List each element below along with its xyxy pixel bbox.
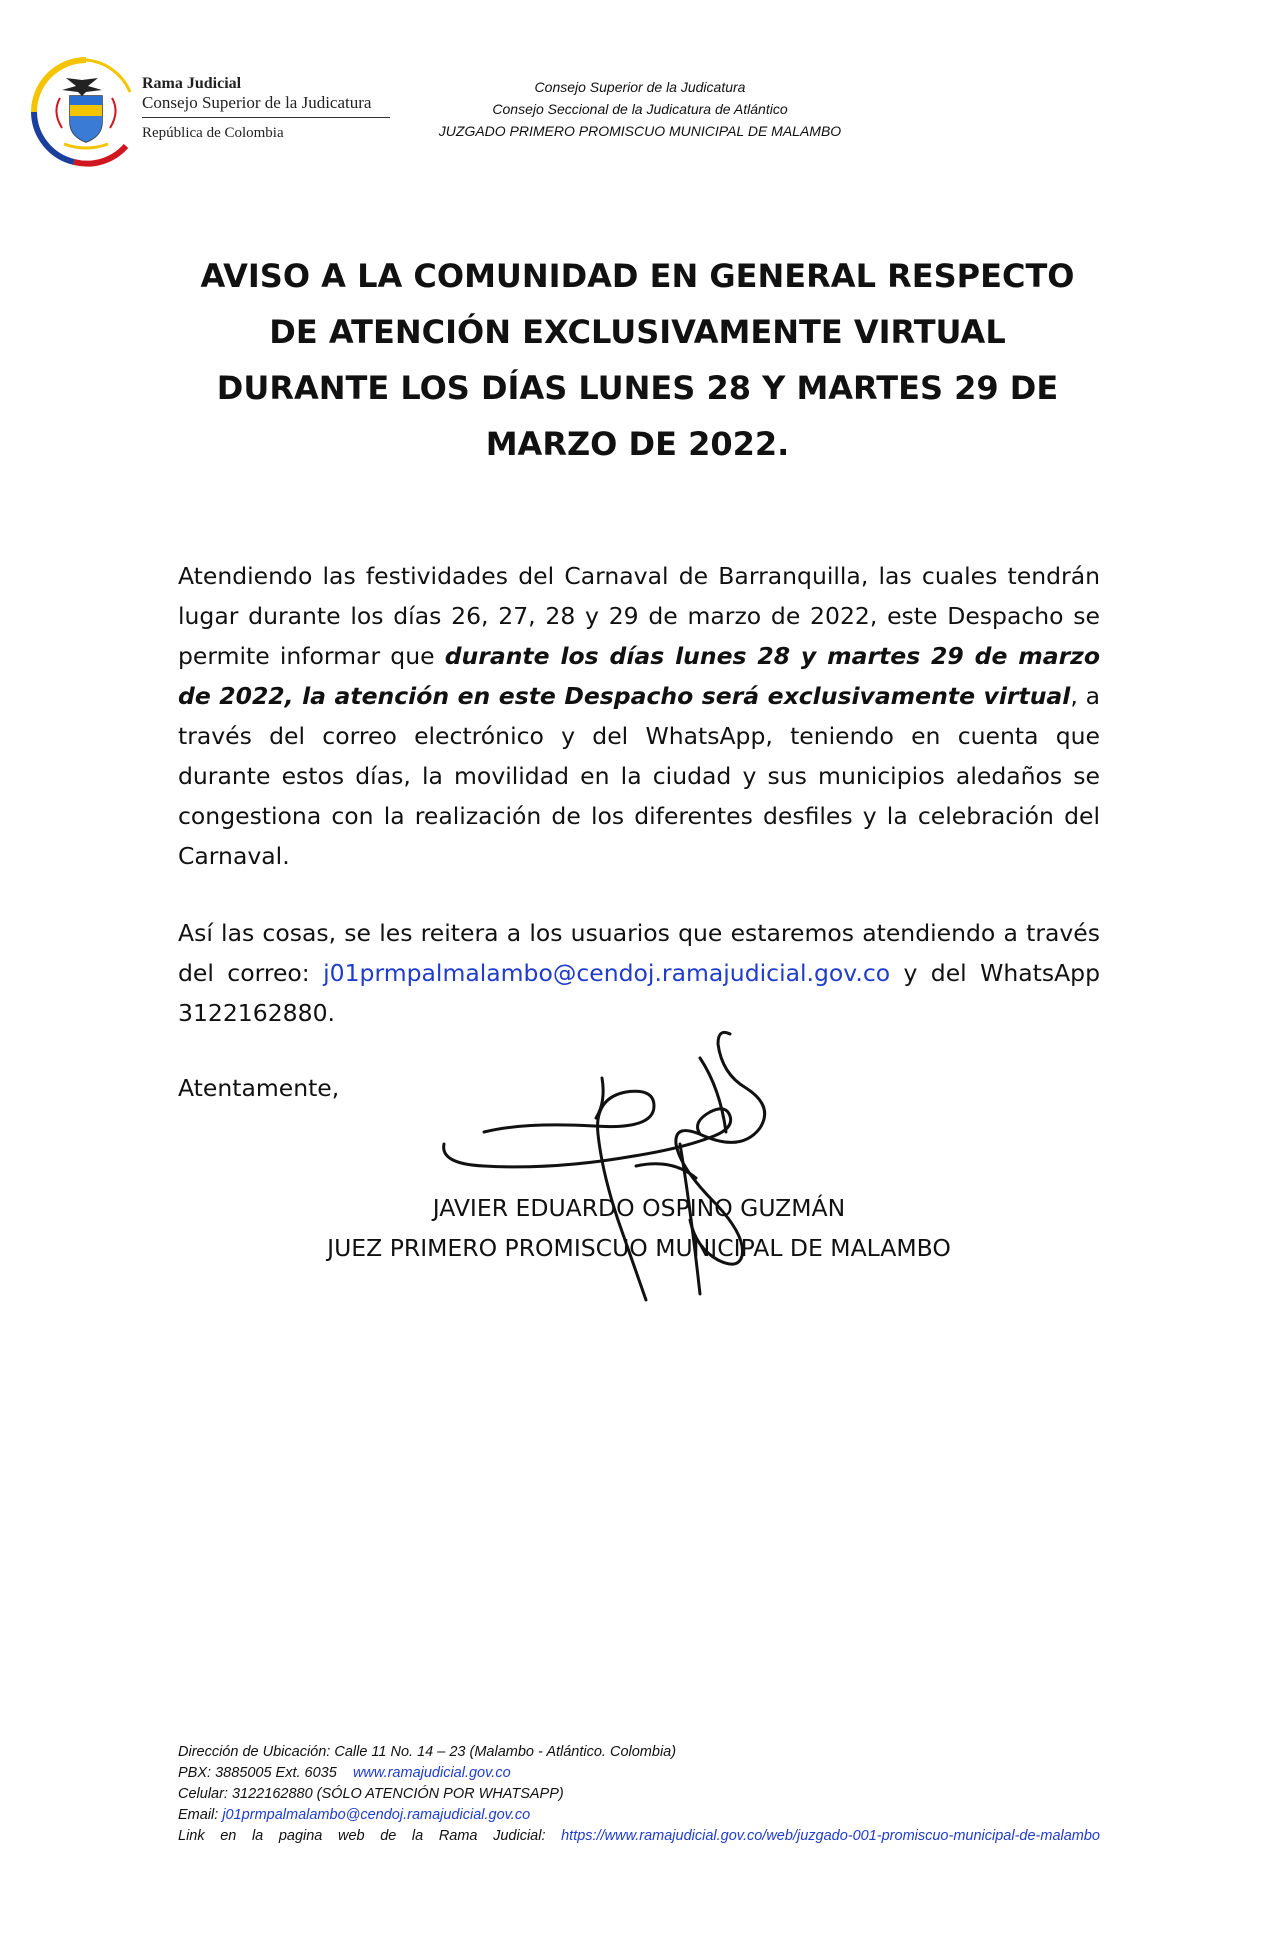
closing: Atentamente, (178, 1074, 340, 1102)
title-line2: DE ATENCIÓN EXCLUSIVAMENTE VIRTUAL (269, 313, 1006, 351)
footer-link-label: Link en la pagina web de la Rama Judicial: (178, 1828, 562, 1844)
title-line4: MARZO DE 2022. (485, 425, 790, 463)
signer-name: JAVIER EDUARDO OSPINO GUZMÁN (432, 1194, 846, 1222)
p1-text-start: Atendiendo las festividades del Carnaval de Barranquilla, las cuales tendrán lugar durante los días 26, 27, 28 y 29 de marzo de 2022, este Despacho se permite informar que (178, 562, 1100, 670)
title-line1: AVISO A LA COMUNIDAD EN GENERAL RESPECTO (200, 257, 1075, 295)
footer-website-link[interactable]: www.ramajudicial.gov.co (352, 1765, 511, 1781)
footer-phone-row (178, 1763, 1100, 1784)
footer-web-link[interactable]: https://www.ramajudicial.gov.co/web/juzgado-001-promiscuo-municipal-de-malambo (561, 1828, 1100, 1844)
p2-text-end: y del WhatsApp 3122162880. (178, 959, 1100, 1027)
organization-block (142, 74, 390, 142)
footer-pbx: PBX: 3885005 Ext. 6035 (178, 1765, 337, 1781)
paragraph-notice (178, 556, 1100, 876)
notice-title (150, 248, 1125, 472)
org-council: Consejo Superior de la Judicatura (142, 93, 372, 112)
email-link[interactable]: j01prmpalmalambo@cendoj.ramajudicial.gov.co (323, 959, 891, 987)
signer-role: JUEZ PRIMERO PROMISCUO MUNICIPAL DE MALAMBO (327, 1234, 951, 1262)
footer-web-link-row (178, 1826, 1100, 1847)
footer-mobile: Celular: 3122162880 (SÓLO ATENCIÓN POR WHATSAPP) (178, 1786, 564, 1802)
footer-address: Dirección de Ubicación: Calle 11 No. 14 – 23 (Malambo - Atlántico. Colombia) (178, 1744, 677, 1760)
p1-highlight: durante los días lunes 28 y martes 29 de marzo de 2022, la atención en este Despacho será exclusivamente virtual (178, 642, 1100, 710)
paragraph-contact (178, 913, 1100, 1033)
footer-email-label: Email: (178, 1807, 223, 1823)
handwritten-signature (440, 1028, 820, 1338)
org-name: Rama Judicial (142, 75, 242, 92)
footer (178, 1742, 1100, 1847)
footer-email-link[interactable]: j01prmpalmalambo@cendoj.ramajudicial.gov.co (222, 1807, 531, 1823)
coat-of-arms-icon (26, 52, 146, 172)
court-header-line2: Consejo Seccional de la Judicatura de Atlántico (492, 101, 788, 117)
court-header-line1: Consejo Superior de la Judicatura (534, 79, 746, 95)
p1-text-end: , a través del correo electrónico y del WhatsApp, teniendo en cuenta que durante estos días, la movilidad en la ciudad y sus municipios aledaños se congestiona con la realización de los diferentes desfiles y la celebración del Carnaval. (178, 682, 1100, 870)
org-country: República de Colombia (142, 125, 284, 141)
org-divider (142, 117, 390, 118)
footer-email-row (178, 1805, 1100, 1826)
title-line3: DURANTE LOS DÍAS LUNES 28 Y MARTES 29 DE (216, 369, 1059, 407)
court-header (400, 76, 880, 142)
court-header-line3: JUZGADO PRIMERO PROMISCUO MUNICIPAL DE MALAMBO (438, 123, 842, 139)
p2-text-start: Así las cosas, se les reitera a los usuarios que estaremos atendiendo a través del correo: (178, 919, 1100, 987)
